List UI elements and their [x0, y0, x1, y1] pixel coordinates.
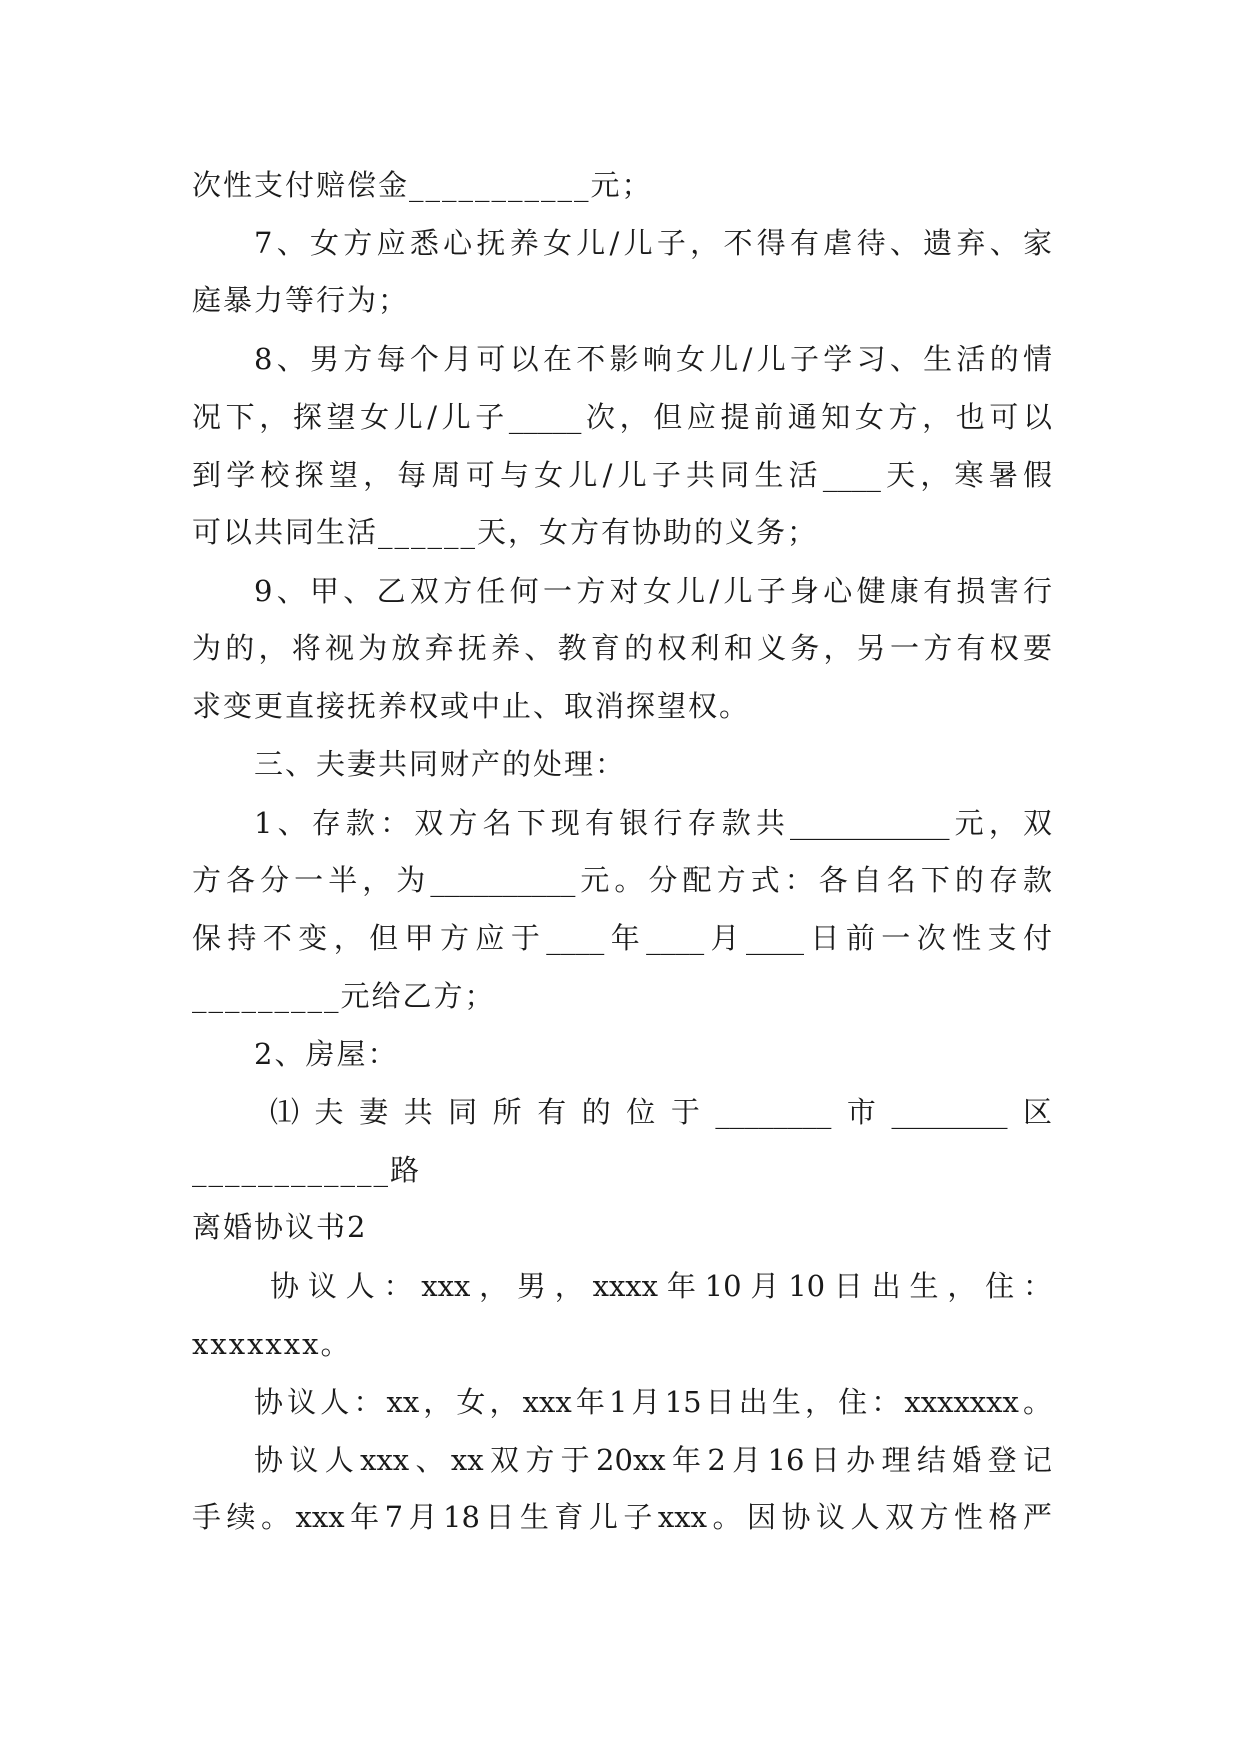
text-line: 况下，探望女儿/儿子_____次，但应提前通知女方，也可以 [192, 400, 1052, 434]
text-line: 庭暴力等行为； [192, 283, 410, 317]
text-line: 协议人xxx、xx双方于20xx年2月16日办理结婚登记 [254, 1443, 1052, 1477]
text-line: 保持不变，但甲方应于____年____月____日前一次性支付 [192, 921, 1052, 955]
text-line: 到学校探望，每周可与女儿/儿子共同生活____天，寒暑假 [192, 458, 1052, 492]
text-line: 1、存款：双方名下现有银行存款共___________元，双 [254, 806, 1052, 840]
text-line: 7、女方应悉心抚养女儿/儿子，不得有虐待、遗弃、家 [254, 226, 1052, 260]
text-line: 次性支付赔偿金___________元； [192, 168, 653, 202]
text-line: 求变更直接抚养权或中止、取消探望权。 [192, 689, 751, 723]
text-line: ⑴夫妻共同所有的位于________市________区 [270, 1095, 1052, 1129]
text-line: 手续。xxx年7月18日生育儿子xxx。因协议人双方性格严 [192, 1500, 1052, 1534]
text-line: ____________路 [192, 1153, 422, 1187]
text-line: 9、甲、乙双方任何一方对女儿/儿子身心健康有损害行 [254, 574, 1052, 608]
text-line: 协议人：xx，女，xxx年1月15日出生，住：xxxxxxx。 [254, 1385, 1052, 1419]
document-title: 离婚协议书2 [192, 1210, 368, 1244]
section-heading: 三、夫妻共同财产的处理： [254, 747, 627, 781]
text-line: 8、男方每个月可以在不影响女儿/儿子学习、生活的情 [254, 342, 1052, 376]
text-line: _________元给乙方； [192, 979, 496, 1013]
text-line: 2、房屋： [254, 1037, 399, 1071]
text-line: 为的，将视为放弃抚养、教育的权利和义务，另一方有权要 [192, 631, 1052, 665]
text-line: 方各分一半，为__________元。分配方式：各自名下的存款 [192, 863, 1052, 897]
text-line: 可以共同生活______天，女方有协助的义务； [192, 515, 819, 549]
text-line: xxxxxxx。 [192, 1327, 352, 1361]
text-line: 协议人：xxx，男，xxxx年10月10日出生，住： [270, 1269, 1052, 1303]
